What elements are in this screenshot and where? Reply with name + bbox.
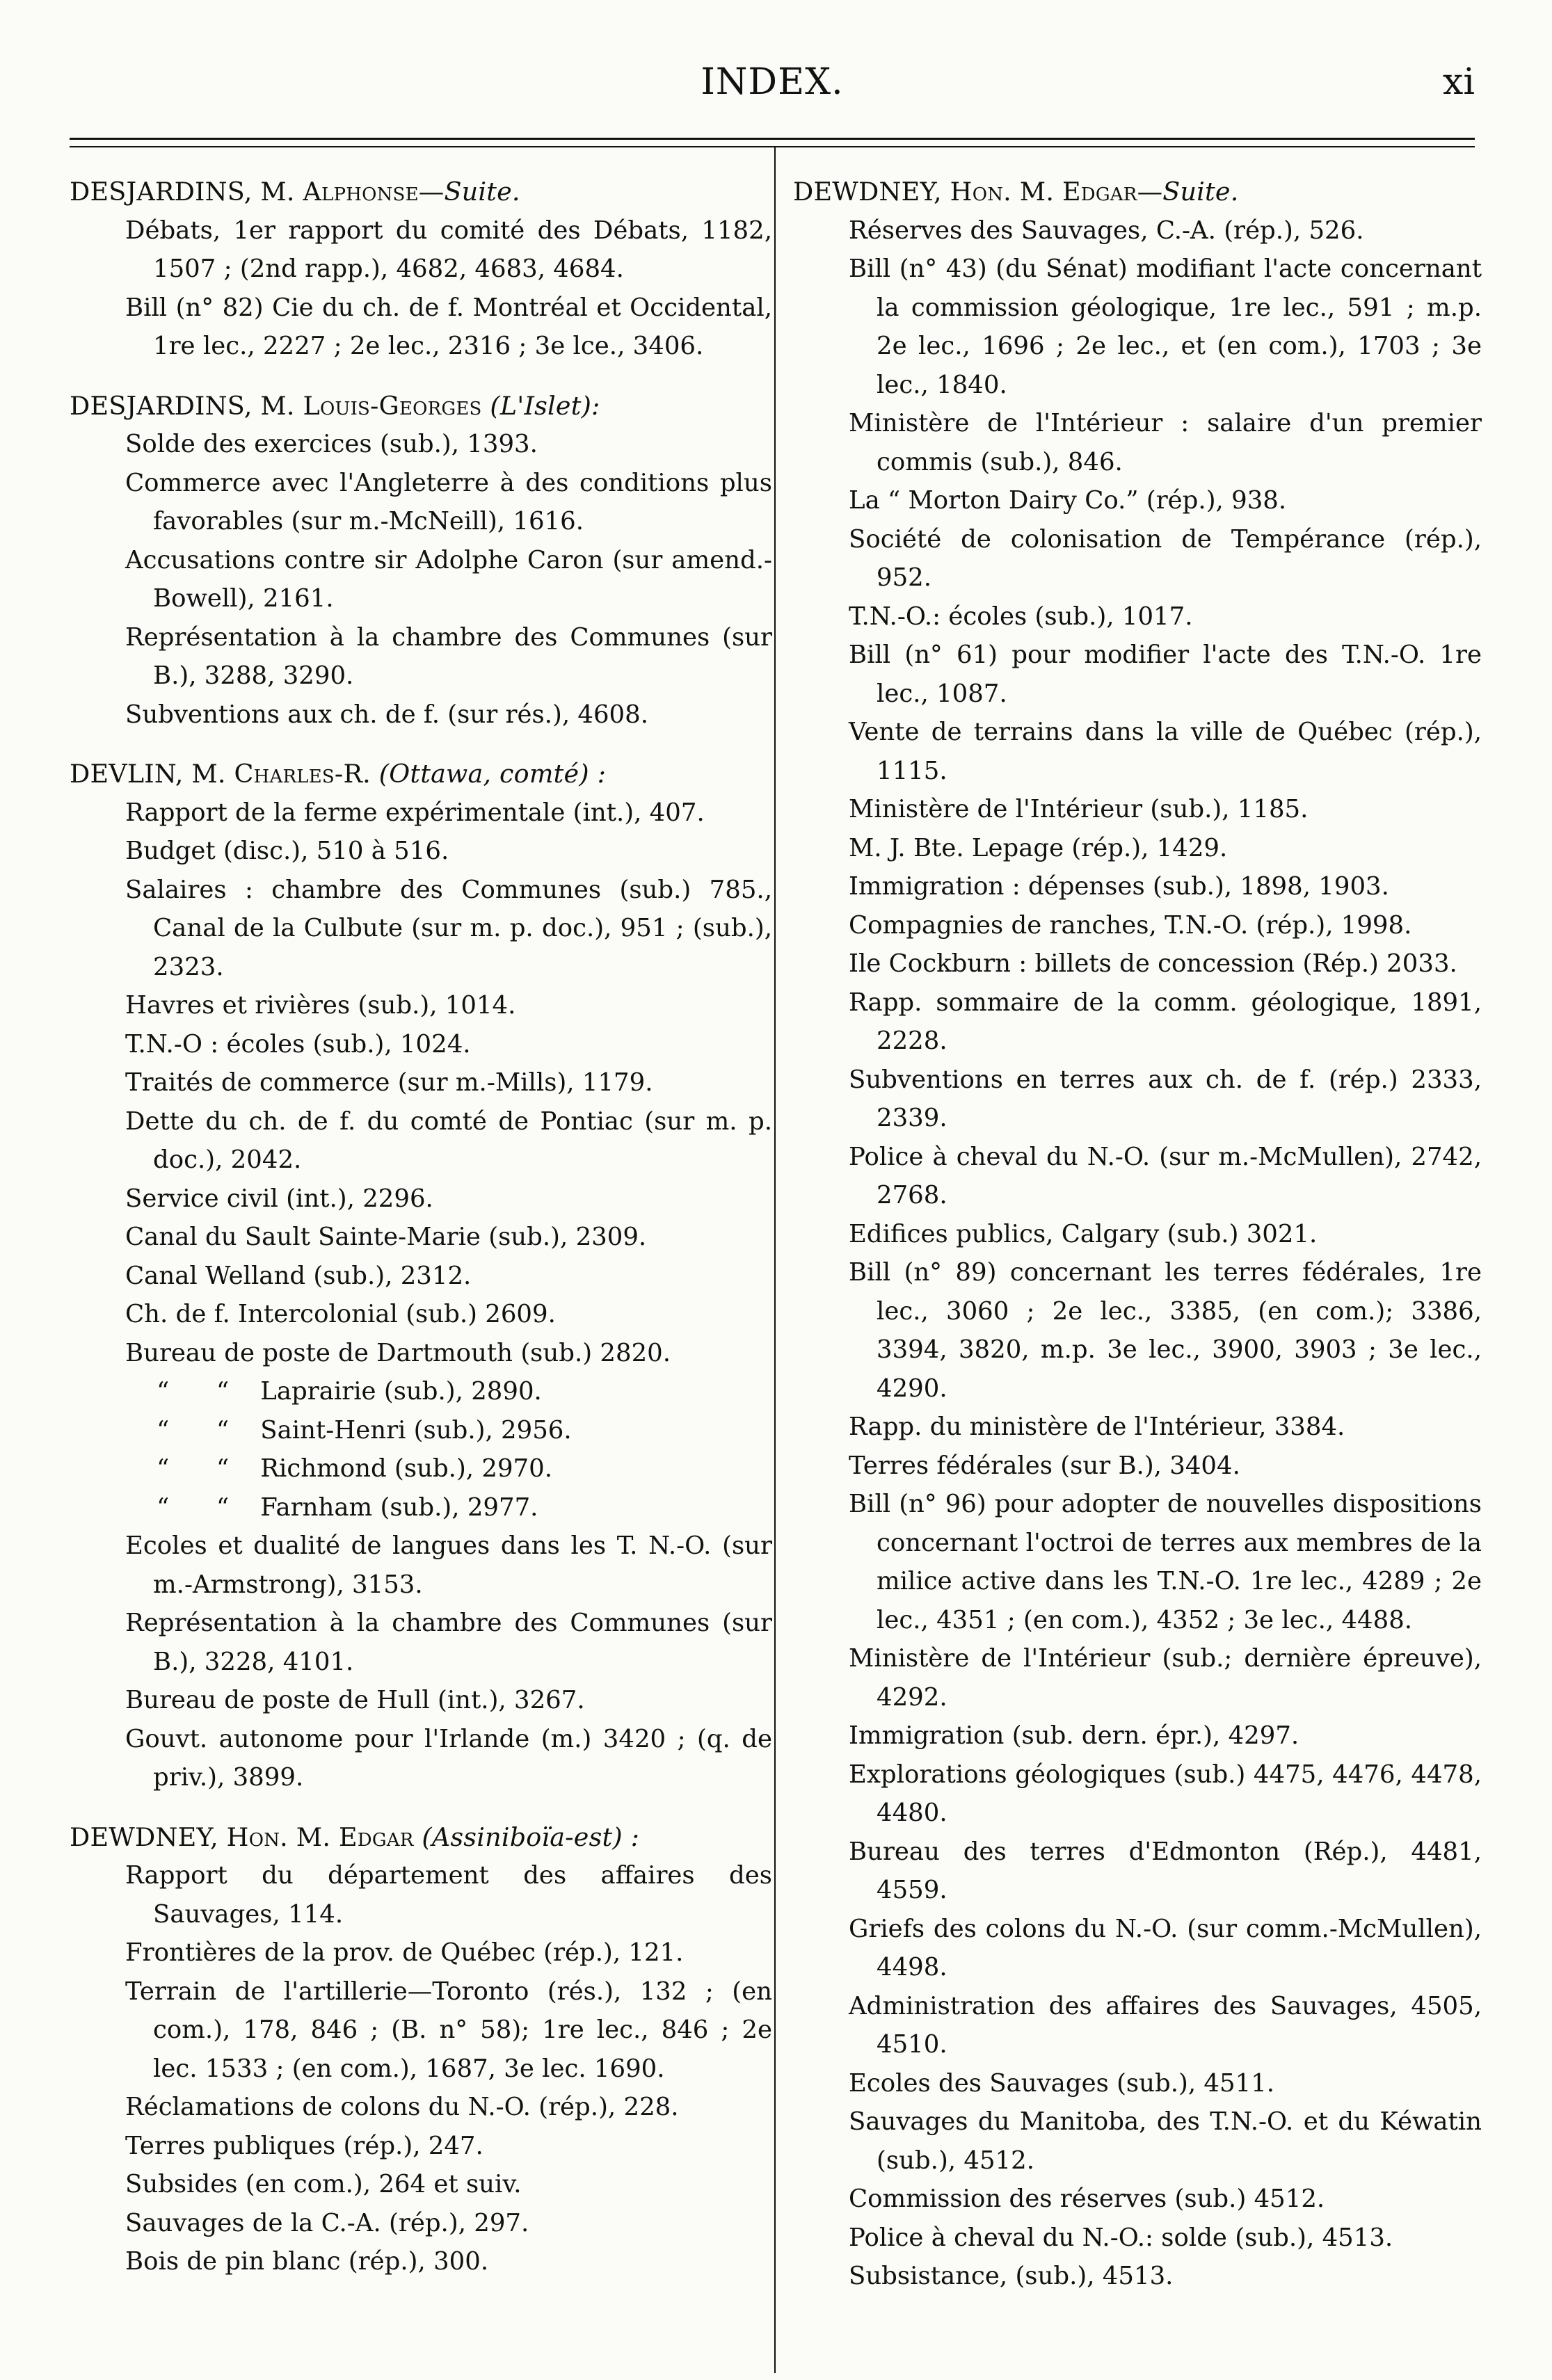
index-entry: Rapp. sommaire de la comm. géologique, 1891, 2228. bbox=[849, 988, 1482, 1055]
heading-note: (L'Islet): bbox=[490, 390, 600, 421]
index-entry: Bill (n° 89) concernant les terres fédérales, 1re lec., 3060 ; 2e lec., 3385, (en com.); 3386, 3394, 3820, m.p. 3e lec., 3900, 3903 ; 3e lec., 4290. bbox=[849, 1258, 1482, 1403]
index-entry: Budget (disc.), 510 à 516. bbox=[125, 837, 449, 865]
index-entry: Représentation à la chambre des Communes (sur B.), 3228, 4101. bbox=[125, 1609, 772, 1676]
index-entry: Edifices publics, Calgary (sub.) 3021. bbox=[849, 1219, 1318, 1248]
heading-note: (Ottawa, comté) : bbox=[378, 759, 607, 789]
index-entry: Salaires : chambre des Communes (sub.) 785., Canal de la Culbute (sur m. p. doc.), 951 ; (sub.), 2323. bbox=[125, 875, 772, 981]
index-entry: Gouvt. autonome pour l'Irlande (m.) 3420 ; (q. de priv.), 3899. bbox=[125, 1724, 772, 1792]
index-entry: Accusations contre sir Adolphe Caron (sur amend.-Bowell), 2161. bbox=[125, 545, 772, 613]
heading-note: Suite. bbox=[1162, 177, 1239, 207]
heading-given-name: Hon. M. Edgar bbox=[226, 1822, 414, 1852]
index-entry: Administration des affaires des Sauvages, 4505, 4510. bbox=[849, 1991, 1482, 2059]
index-entry: Rapport de la ferme expérimentale (int.), 407. bbox=[125, 798, 705, 827]
index-entry: “ “ Farnham (sub.), 2977. bbox=[125, 1493, 538, 1522]
header-rule-top bbox=[70, 138, 1475, 140]
heading-note: (Assiniboïa-est) : bbox=[422, 1822, 640, 1852]
right-column bbox=[793, 172, 1482, 2296]
index-entry: Police à cheval du N.-O.: solde (sub.), 4513. bbox=[849, 2223, 1393, 2252]
index-entry: Réclamations de colons du N.-O. (rép.), 228. bbox=[125, 2093, 679, 2121]
heading-surname: DEWDNEY, bbox=[70, 1822, 227, 1852]
index-entry: “ “ Richmond (sub.), 2970. bbox=[125, 1454, 553, 1483]
page-title: INDEX. bbox=[701, 61, 844, 103]
index-entry: Ministère de l'Intérieur (sub.; dernière épreuve), 4292. bbox=[849, 1644, 1482, 1712]
heading-given-name: Louis-Georges bbox=[303, 390, 482, 421]
index-entry: Subventions aux ch. de f. (sur rés.), 4608. bbox=[125, 700, 649, 729]
index-entry: Réserves des Sauvages, C.-A. (rép.), 526. bbox=[849, 216, 1364, 245]
index-entry: Subsistance, (sub.), 4513. bbox=[849, 2262, 1174, 2290]
heading-separator bbox=[371, 759, 379, 789]
index-entry: Canal Welland (sub.), 2312. bbox=[125, 1261, 472, 1290]
index-heading bbox=[70, 172, 772, 211]
heading-given-name: Alphonse bbox=[303, 177, 419, 207]
index-heading bbox=[70, 1818, 772, 1857]
index-entry: Compagnies de ranches, T.N.-O. (rép.), 1998. bbox=[849, 910, 1412, 940]
index-entry: Terres fédérales (sur B.), 3404. bbox=[849, 1451, 1240, 1480]
page-header bbox=[70, 33, 1475, 110]
index-heading bbox=[70, 755, 772, 794]
index-heading bbox=[70, 387, 772, 426]
column-divider bbox=[774, 147, 776, 2373]
index-entry: Immigration : dépenses (sub.), 1898, 1903. bbox=[849, 872, 1389, 901]
index-entry: Griefs des colons du N.-O. (sur comm.-McMullen), 4498. bbox=[849, 1914, 1482, 1981]
index-entry: Commission des réserves (sub.) 4512. bbox=[849, 2185, 1325, 2213]
index-entry: Bill (n° 82) Cie du ch. de f. Montréal et Occidental, 1re lec., 2227 ; 2e lec., 2316 ; 3e lce., 3406. bbox=[125, 293, 772, 360]
heading-given-name: Charles-R. bbox=[234, 759, 371, 789]
index-entry: La “ Morton Dairy Co.” (rép.), 938. bbox=[849, 486, 1287, 515]
index-entry: Société de colonisation de Tempérance (rép.), 952. bbox=[849, 524, 1482, 592]
heading-separator: — bbox=[418, 177, 445, 207]
index-entry: Sauvages du Manitoba, des T.N.-O. et du Kéwatin (sub.), 4512. bbox=[849, 2107, 1482, 2175]
page-number: xi bbox=[1443, 61, 1475, 103]
index-entry: Débats, 1er rapport du comité des Débats, 1182, 1507 ; (2nd rapp.), 4682, 4683, 4684. bbox=[125, 216, 772, 283]
index-entry: Service civil (int.), 2296. bbox=[125, 1184, 433, 1213]
index-entry: Rapp. du ministère de l'Intérieur, 3384. bbox=[849, 1413, 1345, 1441]
index-entry: Bois de pin blanc (rép.), 300. bbox=[125, 2247, 489, 2276]
heading-surname: DESJARDINS, M. bbox=[70, 390, 303, 421]
index-entry: Ministère de l'Intérieur : salaire d'un premier commis (sub.), 846. bbox=[849, 409, 1482, 476]
index-entry: Frontières de la prov. de Québec (rép.), 121. bbox=[125, 1938, 684, 1967]
index-entry: Ecoles des Sauvages (sub.), 4511. bbox=[849, 2068, 1275, 2098]
index-entry: Havres et rivières (sub.), 1014. bbox=[125, 991, 516, 1020]
index-entry: T.N.-O.: écoles (sub.), 1017. bbox=[849, 602, 1193, 631]
index-entry: Subsides (en com.), 264 et suiv. bbox=[125, 2170, 522, 2198]
heading-separator: — bbox=[1137, 177, 1163, 207]
index-entry: Bill (n° 96) pour adopter de nouvelles dispositions concernant l'octroi de terres aux membres de la milice active dans les T.N.-O. 1re lec., 4289 ; 2e lec., 4351 ; (en com.), 4352 ; 3e lec., 4488. bbox=[849, 1490, 1482, 1634]
index-entry: Représentation à la chambre des Communes (sur B.), 3288, 3290. bbox=[125, 622, 772, 690]
index-entry: Bill (n° 43) (du Sénat) modifiant l'acte concernant la commission géologique, 1re lec., 591 ; m.p. 2e lec., 1696 ; 2e lec., et (en com.), 1703 ; 3e lec., 1840. bbox=[849, 255, 1482, 399]
index-entry: Traités de commerce (sur m.-Mills), 1179. bbox=[125, 1068, 653, 1097]
index-entry: Ile Cockburn : billets de concession (Rép.) 2033. bbox=[849, 949, 1457, 978]
index-entry: Bureau de poste de Hull (int.), 3267. bbox=[125, 1686, 585, 1714]
header-rule-bottom bbox=[70, 146, 1475, 147]
heading-surname: DEVLIN, M. bbox=[70, 759, 234, 789]
heading-surname: DEWDNEY, bbox=[793, 177, 950, 207]
index-entry: Sauvages de la C.-A. (rép.), 297. bbox=[125, 2208, 529, 2237]
index-entry: Solde des exercices (sub.), 1393. bbox=[125, 430, 538, 458]
index-entry: T.N.-O : écoles (sub.), 1024. bbox=[125, 1029, 471, 1059]
index-entry: Bureau de poste de Dartmouth (sub.) 2820. bbox=[125, 1338, 671, 1367]
index-entry: Dette du ch. de f. du comté de Pontiac (sur m. p. doc.), 2042. bbox=[125, 1107, 772, 1174]
index-entry: Ch. de f. Intercolonial (sub.) 2609. bbox=[125, 1300, 556, 1328]
index-entry: Ministère de l'Intérieur (sub.), 1185. bbox=[849, 795, 1309, 823]
index-heading bbox=[793, 172, 1482, 211]
index-entry: Commerce avec l'Angleterre à des conditions plus favorables (sur m.-McNeill), 1616. bbox=[125, 468, 772, 536]
index-entry: Bill (n° 61) pour modifier l'acte des T.N.-O. 1re lec., 1087. bbox=[849, 641, 1482, 708]
index-entry: Explorations géologiques (sub.) 4475, 4476, 4478, 4480. bbox=[849, 1760, 1482, 1827]
heading-separator bbox=[482, 391, 490, 421]
index-entry: Canal du Sault Sainte-Marie (sub.), 2309. bbox=[125, 1223, 647, 1251]
index-entry: Rapport du département des affaires des Sauvages, 114. bbox=[125, 1861, 772, 1929]
index-entry: M. J. Bte. Lepage (rép.), 1429. bbox=[849, 833, 1228, 862]
index-entry: Subventions en terres aux ch. de f. (rép.) 2333, 2339. bbox=[849, 1065, 1482, 1132]
index-entry: Immigration (sub. dern. épr.), 4297. bbox=[849, 1721, 1299, 1750]
index-entry: “ “ Laprairie (sub.), 2890. bbox=[125, 1377, 542, 1406]
index-entry: Terrain de l'artillerie—Toronto (rés.), 132 ; (en com.), 178, 846 ; (B. n° 58); 1re lec., 846 ; 2e lec. 1533 ; (en com.), 1687, 3e lec. 1690. bbox=[125, 1977, 772, 2083]
index-entry: Vente de terrains dans la ville de Québec (rép.), 1115. bbox=[849, 718, 1482, 785]
heading-separator bbox=[414, 1822, 422, 1852]
left-column bbox=[70, 172, 772, 2281]
index-entry: Bureau des terres d'Edmonton (Rép.), 4481, 4559. bbox=[849, 1837, 1482, 1904]
heading-given-name: Hon. M. Edgar bbox=[950, 177, 1137, 207]
index-entry: Ecoles et dualité de langues dans les T. N.-O. (sur m.-Armstrong), 3153. bbox=[125, 1531, 772, 1599]
index-entry: Terres publiques (rép.), 247. bbox=[125, 2131, 483, 2160]
heading-note: Suite. bbox=[444, 177, 520, 207]
index-entry: “ “ Saint-Henri (sub.), 2956. bbox=[125, 1415, 572, 1445]
index-entry: Police à cheval du N.-O. (sur m.-McMullen), 2742, 2768. bbox=[849, 1142, 1482, 1209]
heading-surname: DESJARDINS, M. bbox=[70, 177, 303, 207]
